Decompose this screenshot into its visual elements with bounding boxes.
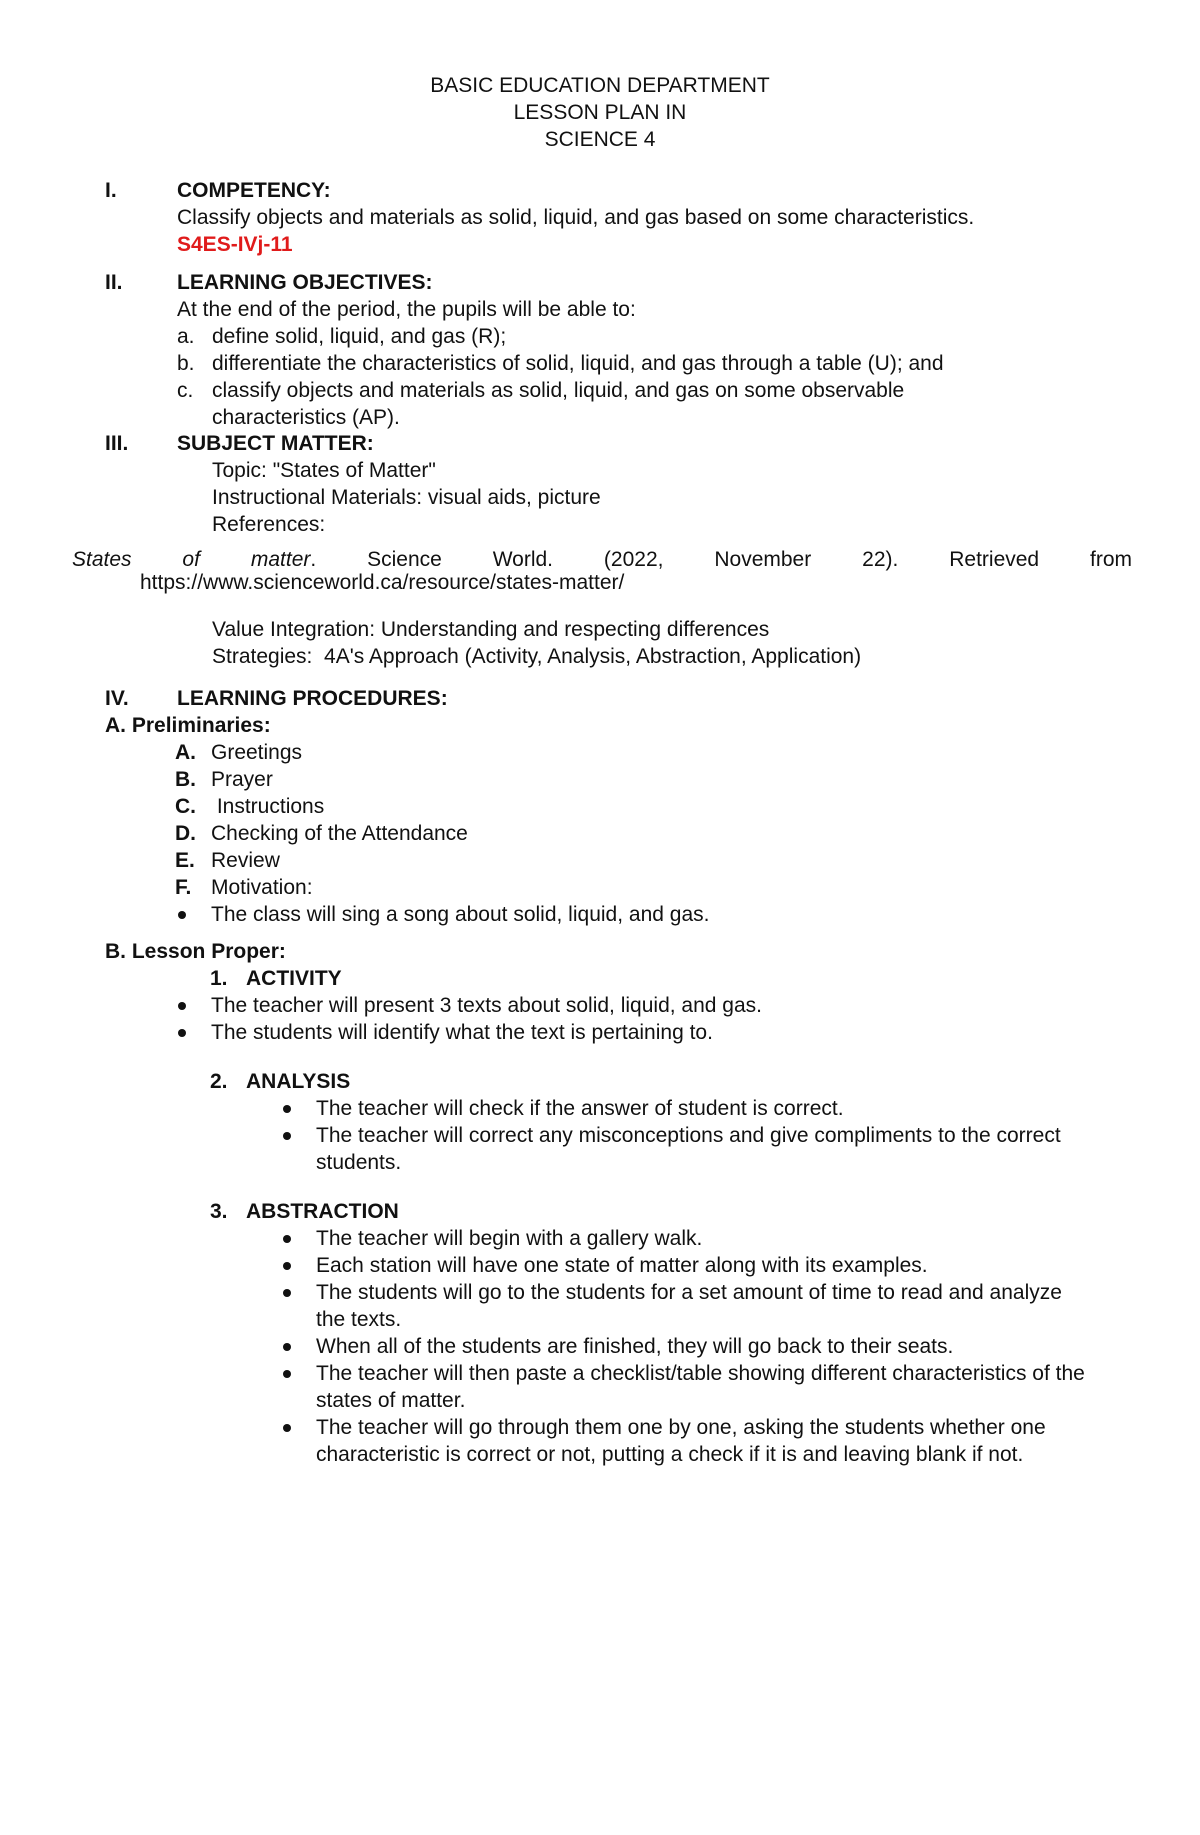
bullet-text: The teacher will go through them one by one, asking the students whether one characteristic is correct or not, putting a check if it is and leaving blank if not. [316,1416,1046,1466]
section-title: LEARNING OBJECTIVES: [177,271,433,294]
bullet-text: The teacher will check if the answer of student is correct. [316,1097,844,1120]
preliminary-text: Prayer [211,768,273,791]
abstraction-heading [105,1198,1135,1225]
bullet-item [105,1122,1135,1176]
value-integration-line: Value Integration: Understanding and respecting differences [212,618,770,641]
bullet-icon [175,992,211,1019]
step-number: 3. [210,1200,228,1223]
roman-numeral: II. [105,271,123,294]
bullet-icon [280,1279,316,1333]
objective-text: differentiate the characteristics of solid, liquid, and gas through a table (U); and [212,352,944,375]
topic-line: Topic: "States of Matter" [212,459,436,482]
section-title: SUBJECT MATTER: [177,432,374,455]
reference-details: . Science World. (2022, November 22). Retrieved from [310,548,1133,571]
preliminary-item [105,793,1135,820]
subject-matter-section [105,430,1135,538]
preliminary-marker: E. [175,849,195,872]
preliminary-text: Greetings [211,741,303,764]
preliminary-item [105,766,1135,793]
step-title: ANALYSIS [246,1070,351,1093]
objective-item [105,323,1135,350]
section-title: LEARNING PROCEDURES: [177,687,448,710]
bullet-item [105,1333,1135,1360]
bullet-icon [280,1360,316,1414]
bullet-icon [280,1252,316,1279]
bullet-text: The students will go to the students for a set amount of time to read and analyze the texts. [316,1281,1062,1331]
header-lesson-plan: LESSON PLAN IN [513,101,687,124]
bullet-item [105,1360,1135,1414]
section-title: COMPETENCY: [177,179,331,202]
preliminary-marker: C. [175,795,196,818]
bullet-text: The teacher will begin with a gallery walk. [316,1227,703,1250]
materials-line: Instructional Materials: visual aids, picture [212,486,601,509]
header-subject: SCIENCE 4 [544,128,656,151]
step-number: 2. [210,1070,228,1093]
objectives-section [105,269,1135,431]
roman-numeral: I. [105,179,117,202]
step-number: 1. [210,967,228,990]
references-label: References: [212,513,326,536]
bullet-item [105,1279,1135,1333]
step-title: ABSTRACTION [246,1200,399,1223]
bullet-item [105,901,1135,928]
preliminary-text: Review [211,849,280,872]
preliminary-text: Motivation: [211,876,313,899]
analysis-heading [105,1068,1135,1095]
bullet-item [105,992,1135,1019]
bullet-icon [280,1122,316,1176]
preliminaries-title: A. Preliminaries: [105,714,271,737]
preliminary-item [105,739,1135,766]
bullet-text: The students will identify what the text is pertaining to. [211,1021,713,1044]
objective-marker: c. [177,379,194,402]
bullet-item [105,1095,1135,1122]
competency-code: S4ES-IVj-11 [177,233,293,256]
subject-matter-heading [105,430,1135,457]
strategies-line: Strategies: 4A's Approach (Activity, Analysis, Abstraction, Application) [212,645,862,668]
bullet-icon [175,901,211,928]
bullet-text: The class will sing a song about solid, liquid, and gas. [211,903,710,926]
competency-text: Classify objects and materials as solid, liquid, and gas based on some characteristics. [177,206,975,229]
procedures-heading [105,685,1135,712]
bullet-text: When all of the students are finished, they will go back to their seats. [316,1335,954,1358]
bullet-text: The teacher will correct any misconceptions and give compliments to the correct students. [316,1124,1061,1174]
preliminary-item [105,874,1135,901]
objective-item [105,350,1135,377]
lesson-proper-title: B. Lesson Proper: [105,940,286,963]
objective-text: define solid, liquid, and gas (R); [212,325,507,348]
roman-numeral: III. [105,432,129,455]
procedures-section [105,685,1135,928]
bullet-text: The teacher will then paste a checklist/table showing different characteristics of the states of matter. [316,1362,1085,1412]
bullet-icon [280,1414,316,1468]
objective-marker: b. [177,352,195,375]
lesson-proper-section [105,938,1135,1468]
bullet-item [105,1252,1135,1279]
bullet-item [105,1019,1135,1046]
preliminary-marker: A. [175,741,196,764]
reference-title: States of matter [72,548,311,571]
bullet-item [105,1225,1135,1252]
preliminary-item [105,820,1135,847]
objectives-intro: At the end of the period, the pupils will be able to: [177,298,636,321]
preliminary-marker: D. [175,822,196,845]
roman-numeral: IV. [105,687,129,710]
reference-url: https://www.scienceworld.ca/resource/states-matter/ [140,571,625,594]
preliminary-text: Instructions [211,795,325,818]
subject-matter-extra [105,616,1135,670]
competency-heading [105,177,1135,204]
objective-marker: a. [177,325,195,348]
objective-text: classify objects and materials as solid, liquid, and gas on some observable characteristics (AP). [212,379,905,429]
bullet-icon [280,1095,316,1122]
preliminary-marker: B. [175,768,196,791]
competency-section [105,177,1135,258]
header-department: BASIC EDUCATION DEPARTMENT [430,74,770,97]
step-title: ACTIVITY [246,967,342,990]
bullet-icon [175,1019,211,1046]
bullet-icon [280,1225,316,1252]
preliminary-item [105,847,1135,874]
activity-heading [105,965,1135,992]
bullet-item [105,1414,1135,1468]
document-header [0,72,1200,153]
objectives-heading [105,269,1135,296]
bullet-icon [280,1333,316,1360]
objective-item [105,377,1135,431]
preliminary-text: Checking of the Attendance [211,822,468,845]
bullet-text: Each station will have one state of matter along with its examples. [316,1254,928,1277]
bullet-text: The teacher will present 3 texts about solid, liquid, and gas. [211,994,762,1017]
preliminary-marker: F. [175,876,192,899]
